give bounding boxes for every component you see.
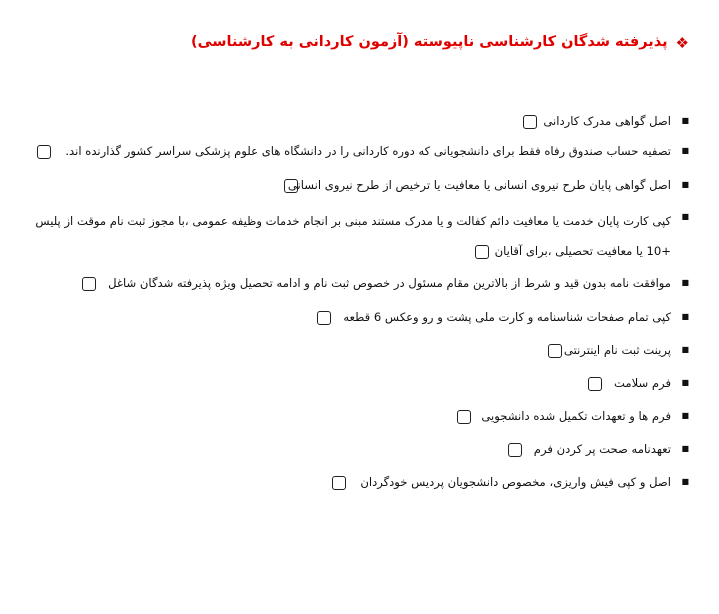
diamond-bullet-icon: ❖: [675, 34, 689, 52]
list-item: [29, 405, 689, 427]
checkbox[interactable]: [508, 443, 522, 457]
checkbox[interactable]: [332, 476, 346, 490]
list-item: [29, 306, 689, 328]
checkbox[interactable]: [317, 311, 331, 325]
checkbox[interactable]: [457, 410, 471, 424]
item-text: تعهدنامه صحت پر کردن فرم: [533, 442, 671, 456]
item-text: اصل و کپی فیش واریزی، مخصوص دانشجویان پردیس خودگردان: [360, 475, 671, 489]
square-bullet-icon: ■: [681, 180, 689, 189]
item-text: اصل گواهی پایان طرح نیروی انسانی یا معافیت یا ترخیص از طرح نیروی انسانی: [287, 178, 671, 192]
section-title-text: پذیرفته شدگان کارشناسی ناپیوسته (آزمون کاردانی به کارشناسی): [190, 34, 668, 50]
section-title: [29, 30, 689, 56]
list-item: [29, 272, 689, 294]
list-item: [29, 471, 689, 493]
square-bullet-icon: ■: [681, 146, 689, 155]
checkbox[interactable]: [588, 377, 602, 391]
list-item: [29, 174, 689, 196]
checkbox[interactable]: [548, 344, 562, 358]
item-text: کپی کارت پایان خدمت یا معافیت دائم کفالت و یا مدرک مستند مبنی بر انجام خدمات وظیفه عمومی ،با مجوز ثبت نام موقت از پلیس +10 یا معافیت تحصیلی ،برای آقایان: [35, 214, 671, 258]
item-text: موافقت نامه بدون قید و شرط از بالاترین مقام مسئول در خصوص ثبت نام و ادامه تحصیل ویژه پذیرفته شدگان شاغل: [108, 276, 671, 290]
square-bullet-icon: ■: [681, 411, 689, 420]
list-item: [29, 206, 689, 266]
checkbox[interactable]: [523, 115, 537, 129]
square-bullet-icon: ■: [681, 345, 689, 354]
square-bullet-icon: ■: [681, 312, 689, 321]
item-text: فرم ها و تعهدات تکمیل شده دانشجویی: [481, 409, 671, 423]
list-item: [29, 140, 689, 162]
item-text: تصفیه حساب صندوق رفاه فقط برای دانشجویانی که دوره کاردانی را در دانشگاه های علوم پزشکی سراسر کشور گذارنده اند.: [65, 144, 671, 158]
list-item: [29, 438, 689, 460]
square-bullet-icon: ■: [681, 278, 689, 287]
square-bullet-icon: ■: [681, 477, 689, 486]
checkbox[interactable]: [82, 277, 96, 291]
item-text: فرم سلامت: [613, 376, 671, 390]
list-item: [29, 372, 689, 394]
square-bullet-icon: ■: [681, 116, 689, 125]
item-text: کپی تمام صفحات شناسنامه و کارت ملی پشت و رو وعکس 6 قطعه: [343, 310, 671, 324]
list-item: [29, 339, 689, 361]
item-text: اصل گواهی مدرک کاردانی: [543, 114, 671, 128]
checkbox[interactable]: [37, 145, 51, 159]
square-bullet-icon: ■: [681, 212, 689, 221]
list-item: [29, 110, 689, 132]
checkbox[interactable]: [475, 245, 489, 259]
square-bullet-icon: ■: [681, 378, 689, 387]
square-bullet-icon: ■: [681, 444, 689, 453]
item-text: پرینت ثبت نام اینترنتی: [563, 343, 671, 357]
